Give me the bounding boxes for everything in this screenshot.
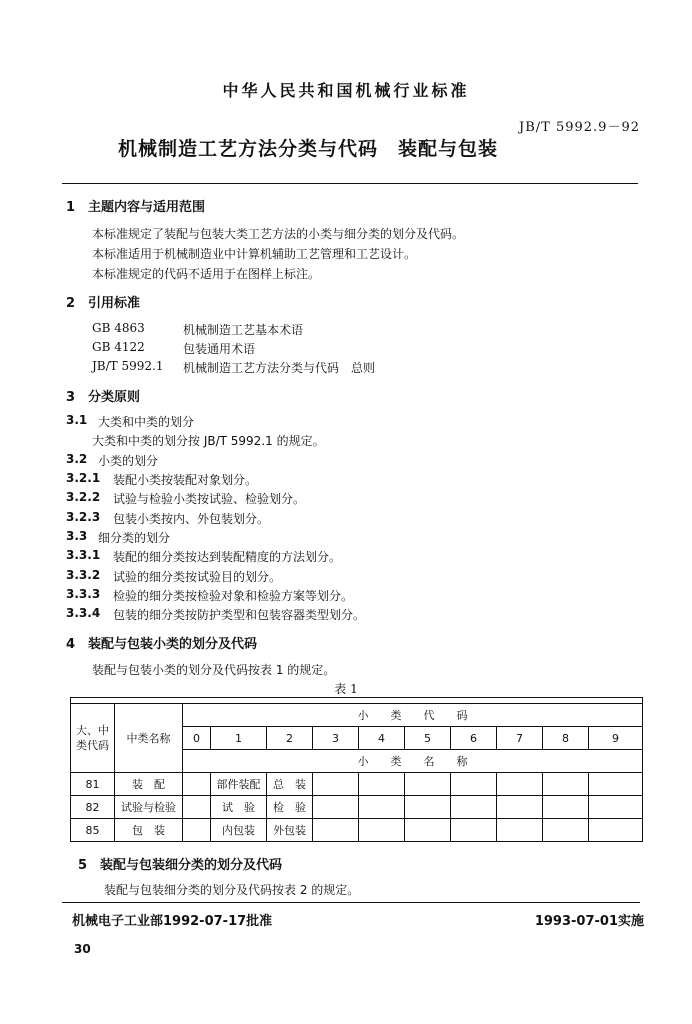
standard-code: JB/T 5992.9－92	[519, 120, 640, 135]
table-cell	[497, 819, 543, 842]
ref-name-1: 机械制造工艺基本术语	[183, 323, 304, 337]
ref-name-2: 包装通用术语	[183, 342, 256, 356]
table-cell	[451, 796, 497, 819]
group-header-name: 小 类 名 称	[183, 750, 643, 773]
digit-header: 3	[313, 727, 359, 750]
clause-number: 3.2.1	[66, 471, 101, 485]
clause-number: 3.3.3	[66, 587, 101, 601]
section-5-para: 装配与包装细分类的划分及代码按表 2 的规定。	[104, 883, 360, 897]
table-cell	[183, 796, 211, 819]
clause-text: 包装小类按内、外包装划分。	[113, 512, 270, 526]
clause-text: 试验的细分类按试验目的划分。	[113, 570, 282, 584]
digit-header: 1	[211, 727, 267, 750]
clause-text: 小类的划分	[98, 454, 159, 468]
clause-number: 3.3.4	[66, 606, 101, 620]
table-cell	[451, 819, 497, 842]
clause-number: 3.1	[66, 413, 88, 427]
group-header-code: 小 类 代 码	[183, 704, 643, 727]
digit-header: 4	[359, 727, 405, 750]
table-cell	[313, 773, 359, 796]
row-name: 包 装	[115, 819, 183, 842]
section-3-heading: 3 分类原则	[66, 390, 141, 405]
implementation-date: 1993-07-01实施	[534, 914, 644, 929]
clause-text: 大类和中类的划分按 JB/T 5992.1 的规定。	[92, 434, 325, 448]
table-cell	[589, 796, 643, 819]
ref-name-3: 机械制造工艺方法分类与代码 总则	[183, 361, 376, 375]
table-1-caption: 表 1	[334, 682, 358, 696]
table-cell	[543, 796, 589, 819]
row-code: 85	[71, 819, 115, 842]
digit-header: 9	[589, 727, 643, 750]
clause-text: 包装的细分类按防护类型和包装容器类型划分。	[113, 608, 366, 622]
table-header-row	[71, 704, 643, 727]
table-cell	[405, 819, 451, 842]
table-cell: 试 验	[211, 796, 267, 819]
table-row	[71, 819, 643, 842]
table-cell	[405, 773, 451, 796]
clause-text: 检验的细分类按检验对象和检验方案等划分。	[113, 589, 354, 603]
clause-text: 大类和中类的划分	[98, 415, 195, 429]
section-1-heading: 1 主题内容与适用范围	[66, 200, 206, 215]
table-cell: 检 验	[267, 796, 313, 819]
ref-code-3: JB/T 5992.1	[92, 359, 164, 373]
table-cell: 内包装	[211, 819, 267, 842]
table-cell	[359, 819, 405, 842]
section-1-para-3: 本标准规定的代码不适用于在图样上标注。	[92, 267, 321, 281]
digit-header: 5	[405, 727, 451, 750]
table-cell	[543, 819, 589, 842]
clause-number: 3.2.3	[66, 510, 101, 524]
table-cell	[589, 819, 643, 842]
table-cell	[497, 796, 543, 819]
table-cell	[497, 773, 543, 796]
table-cell	[589, 773, 643, 796]
clause-text: 装配的细分类按达到装配精度的方法划分。	[113, 550, 342, 564]
section-2-heading: 2 引用标准	[66, 296, 141, 311]
approval-note: 机械电子工业部1992-07-17批准	[72, 914, 273, 929]
section-1-para-1: 本标准规定了装配与包装大类工艺方法的小类与细分类的划分及代码。	[92, 227, 465, 241]
table-row	[71, 796, 643, 819]
section-5-heading: 5 装配与包装细分类的划分及代码	[78, 858, 283, 873]
col-header-major-code: 大、中类代码	[71, 704, 115, 773]
col-header-name: 中类名称	[115, 704, 183, 773]
clause-number: 3.2	[66, 452, 88, 466]
clause-number: 3.3.1	[66, 548, 101, 562]
section-1-para-2: 本标准适用于机械制造业中计算机辅助工艺管理和工艺设计。	[92, 247, 417, 261]
digit-header: 0	[183, 727, 211, 750]
section-4-heading: 4 装配与包装小类的划分及代码	[66, 637, 258, 652]
table-cell	[359, 796, 405, 819]
digit-header: 2	[267, 727, 313, 750]
clause-number: 3.3	[66, 529, 88, 543]
clause-number: 3.3.2	[66, 568, 101, 582]
table-cell	[451, 773, 497, 796]
digit-header: 8	[543, 727, 589, 750]
issuing-organization: 中华人民共和国机械行业标准	[222, 81, 470, 100]
digit-header: 6	[451, 727, 497, 750]
table-cell	[183, 819, 211, 842]
clause-text: 试验与检验小类按试验、检验划分。	[113, 492, 306, 506]
ref-code-2: GB 4122	[92, 340, 145, 354]
table-cell	[543, 773, 589, 796]
row-name: 试验与检验	[115, 796, 183, 819]
row-code: 82	[71, 796, 115, 819]
section-4-para: 装配与包装小类的划分及代码按表 1 的规定。	[92, 663, 336, 677]
table-cell	[183, 773, 211, 796]
table-1	[70, 697, 643, 842]
clause-text: 细分类的划分	[98, 531, 171, 545]
page-number: 30	[74, 942, 91, 956]
digit-header: 7	[497, 727, 543, 750]
header-rule	[62, 183, 638, 184]
clause-text: 装配小类按装配对象划分。	[113, 473, 258, 487]
clause-number: 3.2.2	[66, 490, 101, 504]
row-name: 装 配	[115, 773, 183, 796]
table-cell	[405, 796, 451, 819]
row-code: 81	[71, 773, 115, 796]
table-cell	[313, 819, 359, 842]
table-cell: 外包装	[267, 819, 313, 842]
ref-code-1: GB 4863	[92, 321, 145, 335]
table-cell	[359, 773, 405, 796]
table-cell: 部件装配	[211, 773, 267, 796]
footer-rule	[62, 902, 640, 903]
table-row	[71, 773, 643, 796]
table-cell: 总 装	[267, 773, 313, 796]
document-title: 机械制造工艺方法分类与代码 装配与包装	[118, 138, 499, 160]
table-cell	[313, 796, 359, 819]
